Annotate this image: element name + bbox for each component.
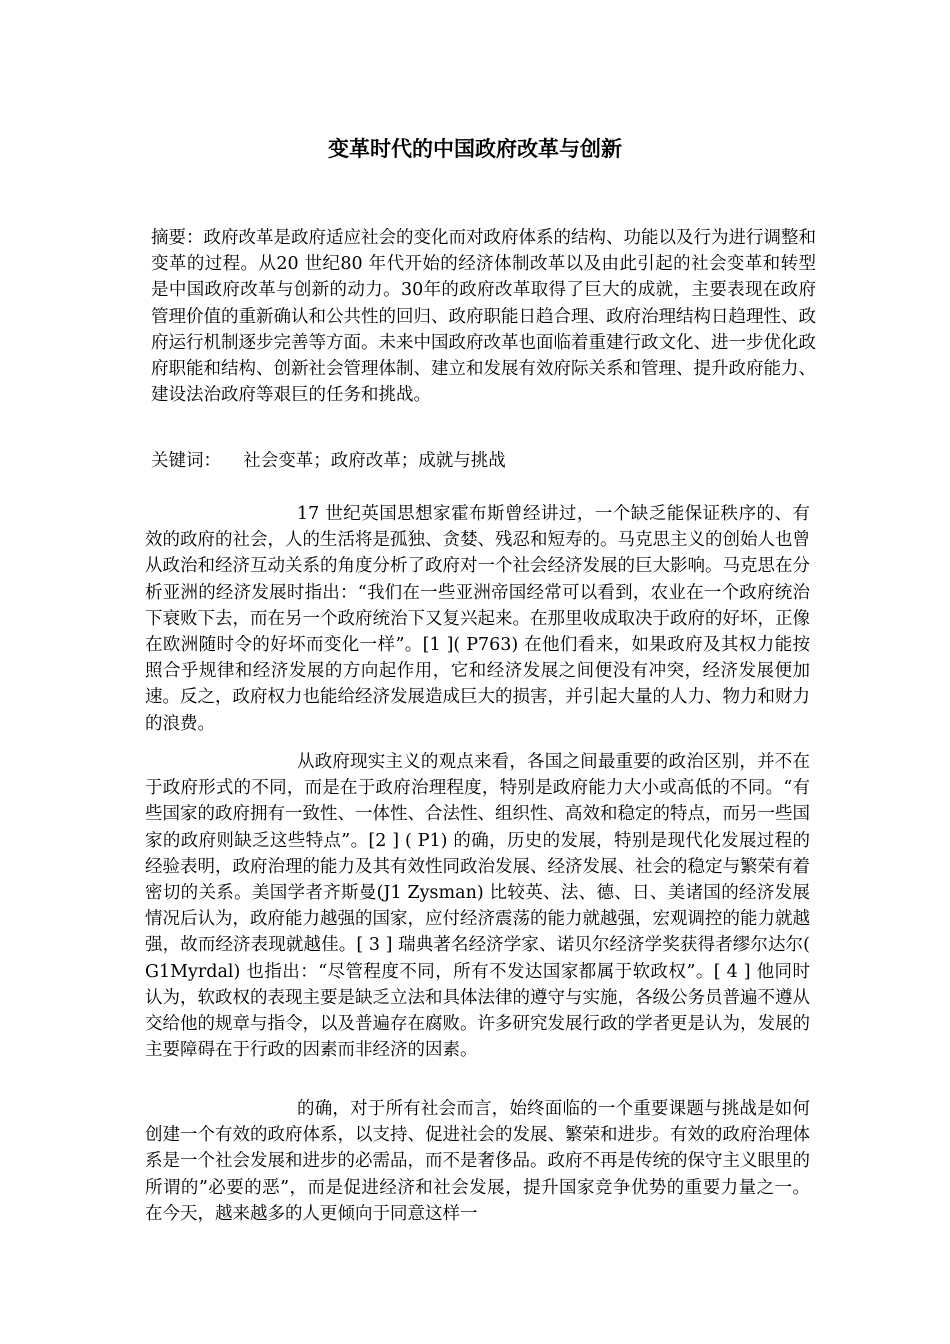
document-title: 变革时代的中国政府改革与创新 — [328, 136, 622, 161]
body-paragraph-2: 从政府现实主义的观点来看，各国之间最重要的政治区别，并不在于政府形式的不同，而是在于政府治理程度，特别是政府能力大小或高低的不同。“有些国家的政府拥有一致性、一体性、合法性、组织性、高效和稳定的特点，而另一些国家的政府则缺乏这些特点”。[2 ] ( P1) 的确，历史的发展，特别是现代化发展过程的经验表明，政府治理的能力及其有效性同政治发展、经济发展、社会的稳定与繁荣有着密切的关系。美国学者齐斯曼(J1 Zysman) 比较英、法、德、日、美诸国的经济发展情况后认为，政府能力越强的国家，应付经济震荡的能力就越强，宏观调控的能力就越强，故而经济表现就越佳。[ 3 ] 瑞典著名经济学家、诺贝尔经济学奖获得者缪尔达尔( G1Myrdal) 也指出：“尽管程度不同，所有不发达国家都属于软政权”。[ 4 ] 他同时认为，软政权的表现主要是缺乏立法和具体法律的遵守与实施，各级公务员普遍不遵从交给他的规章与指令，以及普遍存在腐败。许多研究发展行政的学者更是认为，发展的主要障碍在于行政的因素而非经济的因素。 — [145, 752, 810, 1061]
body-paragraph-3: 的确，对于所有社会而言，始终面临的一个重要课题与挑战是如何创建一个有效的政府体系，以支持、促进社会的发展、繁荣和进步。有效的政府治理体系是一个社会发展和进步的必需品，而不是奢侈品。政府不再是传统的保守主义眼里的所谓的”必要的恶”，而是促进经济和社会发展，提升国家竞争优势的重要力量之一。在今天，越来越多的人更倾向于同意这样一 — [145, 1099, 810, 1224]
keywords-value: 社会变革；政府改革；成就与挑战 — [243, 451, 506, 471]
keywords-label: 关键词： — [151, 451, 221, 471]
abstract-paragraph: 摘要：政府改革是政府适应社会的变化而对政府体系的结构、功能以及行为进行调整和变革的过程。从20 世纪80 年代开始的经济体制改革以及由此引起的社会变革和转型是中国政府改革与创新的动力。30年的政府改革取得了巨大的成就，主要表现在政府管理价值的重新确认和公共性的回归、政府职能日趋合理、政府治理结构日趋理性、政府运行机制逐步完善等方面。未来中国政府改革也面临着重建行政文化、进一步优化政府职能和结构、创新社会管理体制、建立和发展有效府际关系和管理、提升政府能力、建设法治政府等艰巨的任务和挑战。 — [151, 228, 816, 406]
keywords-line — [145, 448, 816, 474]
body-paragraph-1: 17 世纪英国思想家霍布斯曾经讲过，一个缺乏能保证秩序的、有效的政府的社会，人的生活将是孤独、贪婪、残忍和短寿的。马克思主义的创始人也曾从政治和经济互动关系的角度分析了政府对一个社会经济发展的巨大影响。马克思在分析亚洲的经济发展时指出：“我们在一些亚洲帝国经常可以看到，农业在一个政府统治下衰败下去，而在另一个政府统治下又复兴起来。在那里收成取决于政府的好坏，正像在欧洲随时令的好坏而变化一样”。[1 ]( P763) 在他们看来，如果政府及其权力能按照合乎规律和经济发展的方向起作用，它和经济发展之间便没有冲突，经济发展便加速。反之，政府权力也能给经济发展造成巨大的损害，并引起大量的人力、物力和财力的浪费。 — [145, 504, 810, 734]
